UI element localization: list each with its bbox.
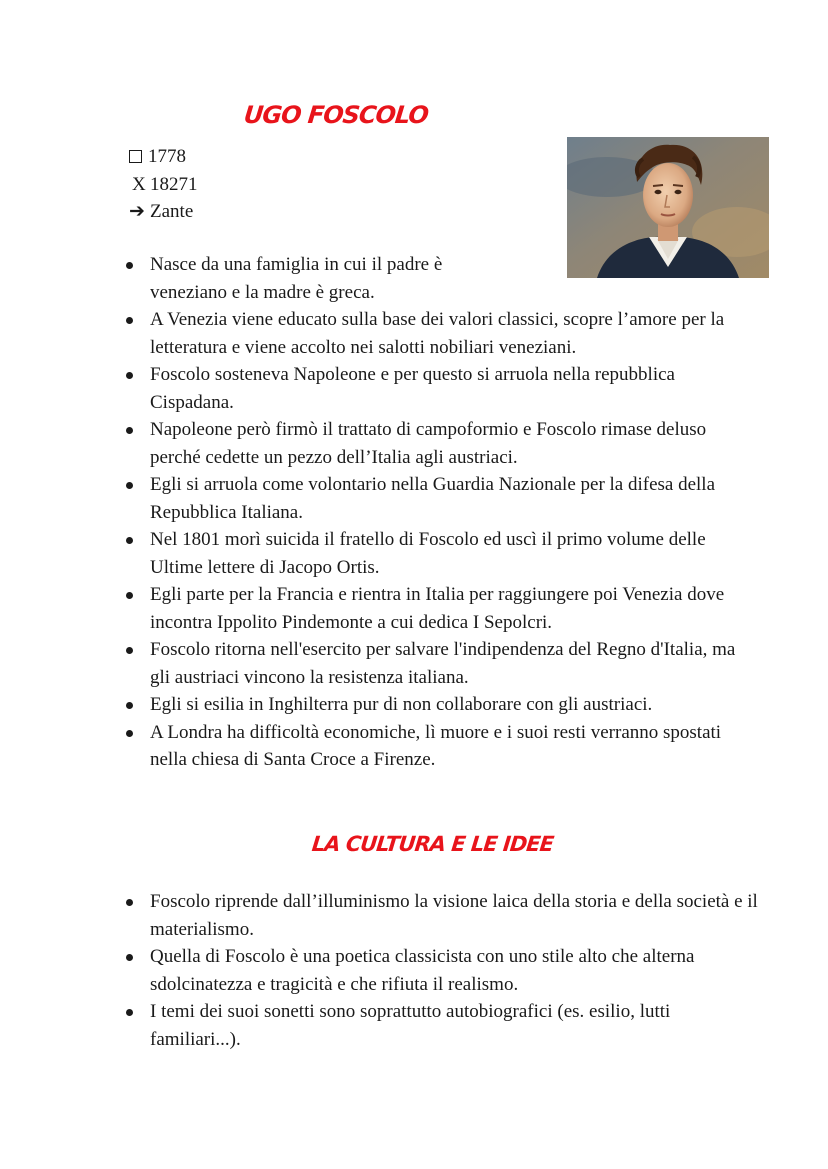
list-item: A Londra ha difficoltà economiche, lì muore e i suoi resti verranno spostati nella chiesa di Santa Croce a Firenze. [120, 719, 760, 774]
list-item: I temi dei suoi sonetti sono soprattutto autobiografici (es. esilio, lutti familiari...). [120, 998, 760, 1053]
list-item: Quella di Foscolo è una poetica classicista con uno stile alto che alterna sdolcinatezza e tragicità e che rifiuta il realismo. [120, 943, 760, 998]
biography-list [120, 251, 760, 774]
list-item: Foscolo riprende dall’illuminismo la visione laica della storia e della società e il materialismo. [120, 888, 760, 943]
list-item: Nel 1801 morì suicida il fratello di Foscolo ed uscì il primo volume delle Ultime lettere di Jacopo Ortis. [120, 526, 760, 581]
list-item: Foscolo ritorna nell'esercito per salvare l'indipendenza del Regno d'Italia, ma gli austriaci vincono la resistenza italiana. [120, 636, 760, 691]
fact-death [129, 171, 198, 199]
page-title: UGO FOSCOLO [242, 101, 430, 129]
arrow-right-icon: ➔ [129, 201, 145, 222]
checkbox-icon [129, 150, 142, 163]
fact-place [129, 198, 198, 226]
x-mark-icon: X [132, 173, 146, 195]
fact-place-value: Zante [150, 201, 194, 222]
fact-death-value: 18271 [150, 173, 198, 195]
list-item-text: Nasce da una famiglia in cui il padre è veneziano e la madre è greca. [150, 254, 443, 303]
list-item [120, 251, 760, 306]
list-item: Foscolo sosteneva Napoleone e per questo si arruola nella repubblica Cispadana. [120, 361, 760, 416]
facts-list [129, 143, 198, 226]
list-item: Napoleone però firmò il trattato di campoformio e Foscolo rimase deluso perché cedette un pezzo dell’Italia agli austriaci. [120, 416, 760, 471]
list-item: A Venezia viene educato sulla base dei valori classici, scopre l’amore per la letteratura e viene accolto nei salotti nobiliari veneziani. [120, 306, 760, 361]
list-item: Egli si arruola come volontario nella Guardia Nazionale per la difesa della Repubblica Italiana. [120, 471, 760, 526]
list-item: Egli si esilia in Inghilterra pur di non collaborare con gli austriaci. [120, 691, 760, 719]
culture-list [120, 888, 760, 1053]
fact-birth [129, 143, 198, 171]
fact-birth-value: 1778 [148, 146, 186, 167]
list-item: Egli parte per la Francia e rientra in Italia per raggiungere poi Venezia dove incontra Ippolito Pindemonte a cui dedica I Sepolcri. [120, 581, 760, 636]
section-title: LA CULTURA E LE IDEE [310, 832, 555, 856]
